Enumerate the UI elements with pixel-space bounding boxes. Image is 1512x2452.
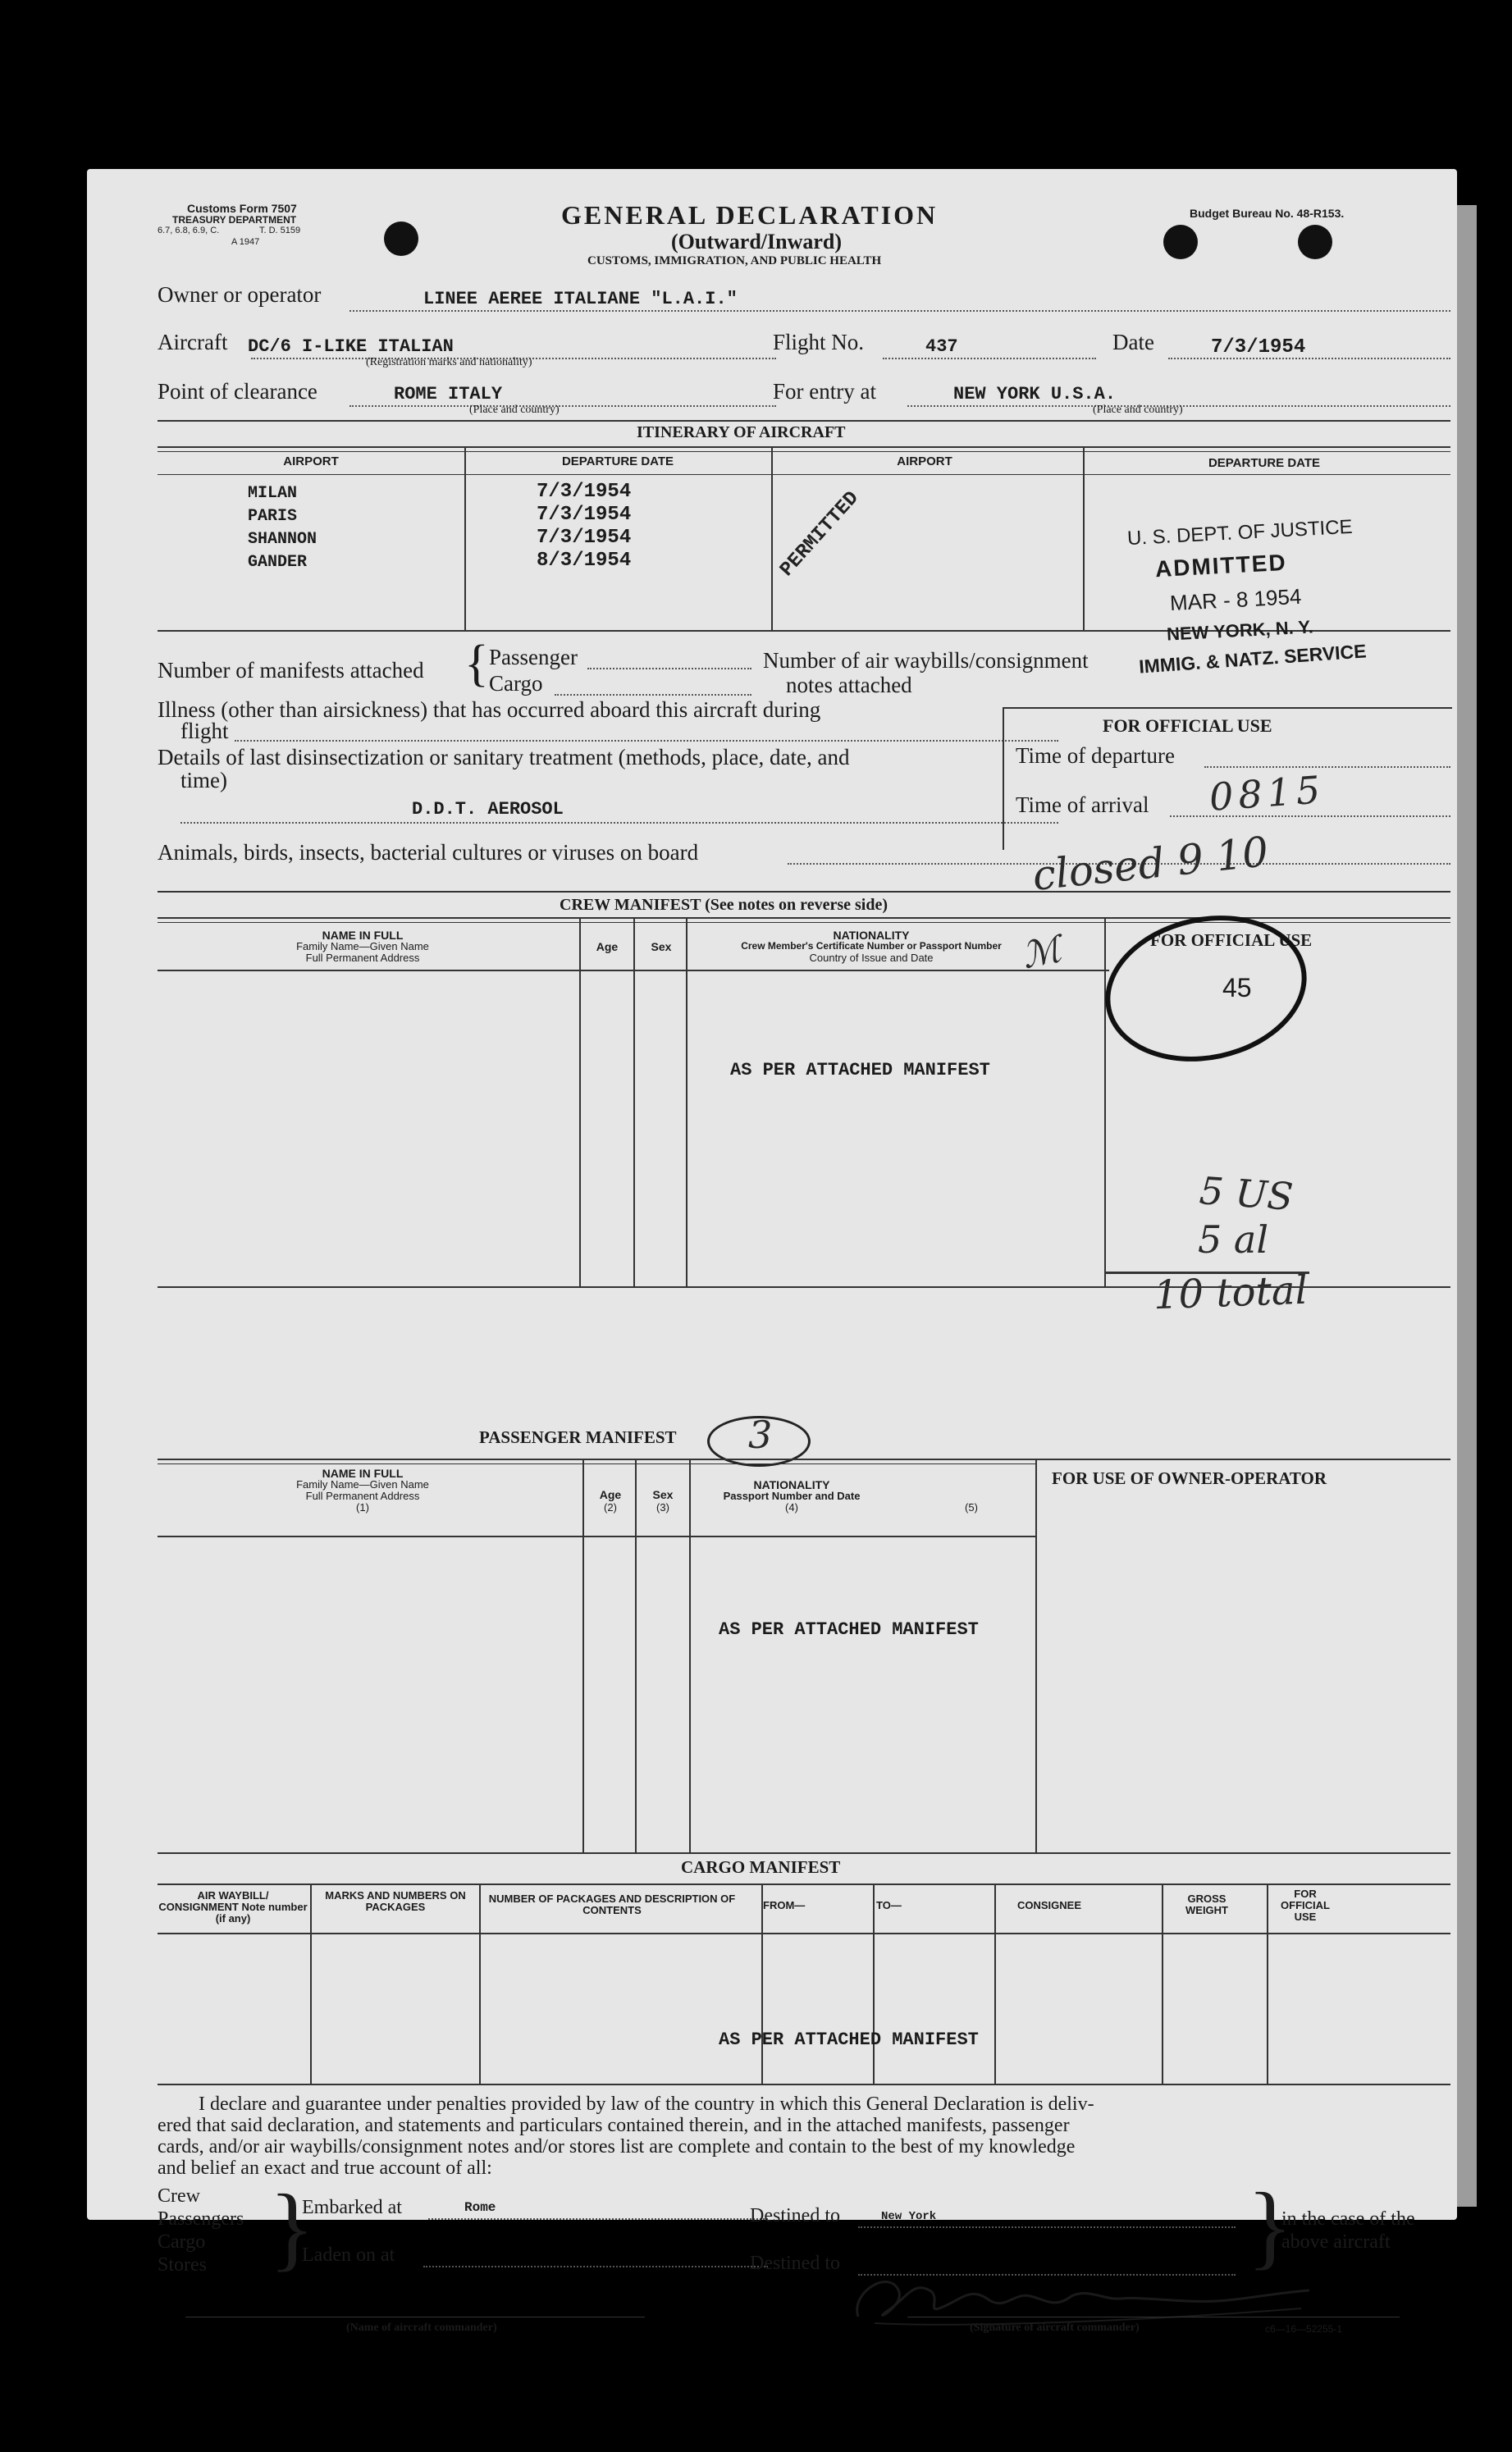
entry-label: For entry at: [773, 379, 876, 404]
itinerary-header-rule-2: [158, 451, 1450, 452]
punch-hole-right-1: [1163, 225, 1198, 259]
cargo-divider-3: [761, 1885, 763, 2084]
itinerary-col-date-2: DEPARTURE DATE: [1208, 456, 1321, 470]
itinerary-divider-3: [1083, 448, 1085, 630]
passenger-col-name-number: (1): [356, 1501, 369, 1514]
itinerary-airport-3: SHANNON: [248, 530, 317, 549]
aircraft-value: DC/6 I-LIKE ITALIAN: [248, 336, 454, 357]
illness-line: [235, 740, 1058, 742]
cargo-subheader-rule: [158, 1933, 1450, 1934]
official-use-circle: [1092, 897, 1321, 1080]
passenger-line: [587, 668, 751, 669]
stamp-date: MAR - 8 1954: [1169, 583, 1303, 616]
departure-line: [1204, 766, 1450, 768]
passenger-col-age-number: (2): [604, 1501, 617, 1514]
itinerary-divider-1: [464, 448, 466, 630]
cargo-col-packages: NUMBER OF PACKAGES AND DESCRIPTION OF CONTENTS: [488, 1893, 736, 1916]
cargo-col-gross-weight: GROSS WEIGHT: [1185, 1893, 1228, 1916]
decl-destined-2: Destined to: [750, 2253, 840, 2274]
permitted-diagonal-stamp: PERMITTED: [775, 487, 864, 582]
illness-label: Illness (other than airsickness) that has occurred aboard this aircraft during: [158, 697, 821, 722]
crew-hand-al: 5 al: [1198, 1217, 1269, 1262]
passenger-col-nationality-2: Passport Number and Date: [723, 1490, 861, 1502]
itinerary-divider-2: [771, 448, 773, 630]
decl-brace-left: }: [269, 2176, 315, 2281]
decl-passengers: Passengers: [158, 2208, 244, 2230]
itinerary-subheader-rule: [158, 474, 1450, 475]
itinerary-top-rule: [158, 420, 1450, 422]
crew-col-sex: Sex: [651, 940, 672, 953]
punch-hole-left: [384, 221, 418, 256]
cargo-divider-6: [1162, 1885, 1163, 2084]
cargo-divider-2: [479, 1885, 481, 2084]
decl-destined-1: Destined to: [750, 2205, 840, 2226]
treasury-department: TREASURY DEPARTMENT: [172, 214, 297, 226]
passenger-divider-3: [689, 1460, 691, 1852]
decl-brace-right: }: [1247, 2174, 1293, 2279]
passenger-owner-operator: FOR USE OF OWNER-OPERATOR: [1052, 1468, 1327, 1488]
passenger-subheader-rule: [158, 1536, 1035, 1537]
cargo-header-rule: [158, 1884, 1450, 1885]
crew-divider-3: [686, 919, 687, 1286]
treatment-line: [180, 822, 1058, 824]
embarked-line: [428, 2218, 768, 2220]
clearance-value: ROME ITALY: [394, 384, 503, 404]
manifests-passenger: Passenger: [489, 645, 578, 669]
decl-destined-value: New York: [881, 2210, 937, 2223]
decl-embarked: Embarked at: [302, 2197, 402, 2218]
passenger-manifest-title: PASSENGER MANIFEST: [479, 1427, 677, 1447]
official-use-title: FOR OFFICIAL USE: [1103, 715, 1272, 736]
passenger-col-nationality-number: (4): [785, 1501, 798, 1514]
itinerary-col-airport-1: AIRPORT: [283, 454, 339, 468]
cargo-col-to: TO—: [876, 1899, 902, 1911]
crew-hand-total: 10 total: [1153, 1267, 1309, 1319]
passenger-attached-manifest: AS PER ATTACHED MANIFEST: [719, 1619, 979, 1640]
laden-line: [423, 2266, 768, 2267]
stamp-new-york: NEW YORK, N. Y.: [1166, 616, 1314, 645]
treatment-value: D.D.T. AEROSOL: [412, 799, 564, 820]
stamp-admitted: ADMITTED: [1154, 549, 1288, 582]
crew-col-name-3: Full Permanent Address: [305, 952, 420, 964]
cargo-col-marks: MARKS AND NUMBERS ON PACKAGES: [325, 1889, 466, 1913]
cargo-attached-manifest: AS PER ATTACHED MANIFEST: [719, 2030, 979, 2050]
passenger-col-5: (5): [965, 1501, 978, 1514]
crew-handwritten-mark: ℳ: [1018, 928, 1065, 978]
decl-laden: Laden on at: [302, 2244, 395, 2266]
form-subtitle: (Outward/Inward): [671, 230, 843, 253]
passenger-col-name: NAME IN FULL: [322, 1467, 404, 1480]
decl-above-aircraft: above aircraft: [1281, 2231, 1391, 2253]
passenger-col-name-2: Family Name—Given Name: [296, 1478, 429, 1491]
crew-header-rule: [158, 917, 1450, 919]
cargo-top-rule: [158, 1852, 1450, 1854]
itinerary-header-rule: [158, 446, 1450, 448]
crew-divider-1: [579, 919, 581, 1286]
entry-place-note: (Place and country): [1093, 404, 1183, 416]
itinerary-airport-1: MILAN: [248, 484, 298, 503]
itinerary-date-1: 7/3/1954: [537, 481, 632, 503]
cargo-col-waybill: AIR WAYBILL/ CONSIGNMENT Note number (if any): [158, 1889, 308, 1925]
clearance-line: [349, 405, 776, 407]
crew-col-nationality: NATIONALITY: [833, 929, 910, 942]
treasury-decision: T. D. 5159: [259, 226, 301, 235]
page-edge: [1457, 205, 1477, 2207]
aircraft-label: Aircraft: [158, 330, 228, 354]
cargo-col-consignee: CONSIGNEE: [1016, 1899, 1081, 1911]
passenger-header-rule: [158, 1459, 1450, 1460]
itinerary-date-2: 7/3/1954: [537, 504, 632, 526]
registration-note: (Registration marks and nationality): [366, 356, 532, 368]
decl-crew: Crew: [158, 2185, 200, 2207]
owner-value: LINEE AEREE ITALIANE "L.A.I.": [423, 289, 738, 309]
passenger-col-sex-number: (3): [656, 1501, 669, 1514]
passenger-count: 3: [748, 1413, 773, 1457]
customs-form-number: Customs Form 7507: [187, 202, 297, 215]
passenger-divider-4: [1035, 1460, 1037, 1852]
crew-col-name: NAME IN FULL: [322, 929, 404, 942]
cargo-bottom-rule: [158, 2084, 1450, 2085]
decl-stores: Stores: [158, 2254, 207, 2276]
cargo-col-official: FOR OFFICIAL USE: [1281, 1888, 1330, 1923]
cargo-manifest-title: CARGO MANIFEST: [681, 1857, 841, 1877]
illness-flight: flight: [180, 719, 229, 743]
crew-official-value: 45: [1222, 973, 1252, 1002]
owner-label: Owner or operator: [158, 282, 322, 307]
manifests-cargo: Cargo: [489, 671, 543, 696]
waybills-label: Number of air waybills/consignment: [763, 648, 1089, 673]
destined-line-1: [858, 2226, 1236, 2228]
itinerary-title: ITINERARY OF AIRCRAFT: [637, 423, 846, 441]
cargo-divider-7: [1267, 1885, 1268, 2084]
crew-col-nationality-2: Crew Member's Certificate Number or Passport Number: [741, 940, 1002, 952]
passenger-divider-1: [582, 1460, 584, 1852]
time-departure-label: Time of departure: [1016, 743, 1175, 768]
disinsect-label: Details of last disinsectization or sanitary treatment (methods, place, date, and: [158, 745, 850, 769]
declaration-line-4: and belief an exact and true account of all:: [158, 2157, 492, 2179]
passenger-header-rule-2: [158, 1463, 1035, 1464]
form-title: GENERAL DECLARATION: [561, 200, 939, 230]
passenger-col-age: Age: [599, 1488, 622, 1501]
manifests-brace: {: [464, 636, 489, 692]
itinerary-date-3: 7/3/1954: [537, 527, 632, 549]
passenger-col-name-3: Full Permanent Address: [305, 1490, 420, 1502]
manifests-label: Number of manifests attached: [158, 658, 424, 683]
crew-manifest-title: CREW MANIFEST (See notes on reverse side): [560, 896, 888, 914]
form-year: A 1947: [231, 237, 260, 247]
punch-hole-right-2: [1298, 225, 1332, 259]
time-arrival-label: Time of arrival: [1016, 792, 1149, 817]
entry-value: NEW YORK U.S.A.: [953, 384, 1117, 404]
crew-col-name-2: Family Name—Given Name: [296, 940, 429, 952]
stamp-immig-service: IMMIG. & NATZ. SERVICE: [1138, 640, 1368, 678]
closed-handwriting: closed 9 10: [1030, 828, 1271, 900]
clearance-label: Point of clearance: [158, 379, 317, 404]
flight-line: [883, 358, 1096, 359]
passenger-col-sex: Sex: [652, 1488, 674, 1501]
cargo-line: [555, 694, 751, 696]
stamp-dept-justice: U. S. DEPT. OF JUSTICE: [1126, 515, 1354, 550]
clearance-place-note: (Place and country): [469, 404, 560, 416]
commander-signature-caption: (Signature of aircraft commander): [970, 2322, 1140, 2334]
disinsect-time: time): [180, 768, 227, 792]
date-label: Date: [1112, 330, 1154, 354]
declaration-line-2: ered that said declaration, and statements and particulars contained therein, and in the attached manifests, passenger: [158, 2115, 1070, 2136]
itinerary-airport-2: PARIS: [248, 507, 298, 526]
budget-bureau-number: Budget Bureau No. 48-R153.: [1190, 207, 1345, 220]
itinerary-col-airport-2: AIRPORT: [897, 454, 952, 468]
crew-divider-4: [1104, 919, 1106, 1286]
cargo-col-from: FROM—: [763, 1899, 806, 1911]
itinerary-airport-4: GANDER: [248, 553, 308, 572]
cargo-divider-4: [873, 1885, 875, 2084]
animals-label: Animals, birds, insects, bacterial cultures or viruses on board: [158, 840, 699, 865]
decl-embarked-value: Rome: [464, 2200, 496, 2215]
passenger-divider-2: [635, 1460, 637, 1852]
notes-attached-label: notes attached: [786, 673, 912, 697]
crew-col-official-use: FOR OFFICIAL USE: [1150, 930, 1313, 950]
itinerary-date-4: 8/3/1954: [537, 550, 632, 572]
passenger-col-nationality: NATIONALITY: [753, 1478, 830, 1491]
crew-col-nationality-3: Country of Issue and Date: [809, 952, 934, 964]
date-value: 7/3/1954: [1211, 336, 1306, 358]
declaration-line-3: cards, and/or air waybills/consignment notes and/or stores list are complete and contain to the best of my knowledge: [158, 2136, 1076, 2157]
crew-top-rule: [158, 891, 1450, 893]
decl-in-case: in the case of the: [1281, 2208, 1415, 2230]
declaration-line-1: I declare and guarantee under penalties provided by law of the country in which this General Declaration is deliv-: [199, 2094, 1094, 2115]
commander-name-caption: (Name of aircraft commander): [346, 2322, 497, 2334]
itinerary-col-date-1: DEPARTURE DATE: [561, 454, 674, 468]
flight-value: 437: [925, 336, 958, 357]
crew-col-age: Age: [596, 940, 619, 953]
crew-hand-us: 5 US: [1198, 1168, 1295, 1219]
form-services: CUSTOMS, IMMIGRATION, AND PUBLIC HEALTH: [587, 254, 882, 267]
crew-divider-2: [633, 919, 635, 1286]
cargo-divider-5: [994, 1885, 996, 2084]
print-code: c6—16—52255-1: [1265, 2323, 1343, 2335]
flight-label: Flight No.: [773, 330, 865, 354]
decl-cargo: Cargo: [158, 2231, 206, 2253]
owner-line: [349, 310, 1450, 312]
regulation-articles: 6.7, 6.8, 6.9, C.: [158, 226, 220, 235]
cargo-divider-1: [310, 1885, 312, 2084]
general-declaration-form: [87, 169, 1457, 2335]
crew-attached-manifest: AS PER ATTACHED MANIFEST: [730, 1060, 990, 1080]
passenger-top-rule: [158, 1286, 1450, 1288]
arrival-value: 0815: [1208, 767, 1327, 820]
